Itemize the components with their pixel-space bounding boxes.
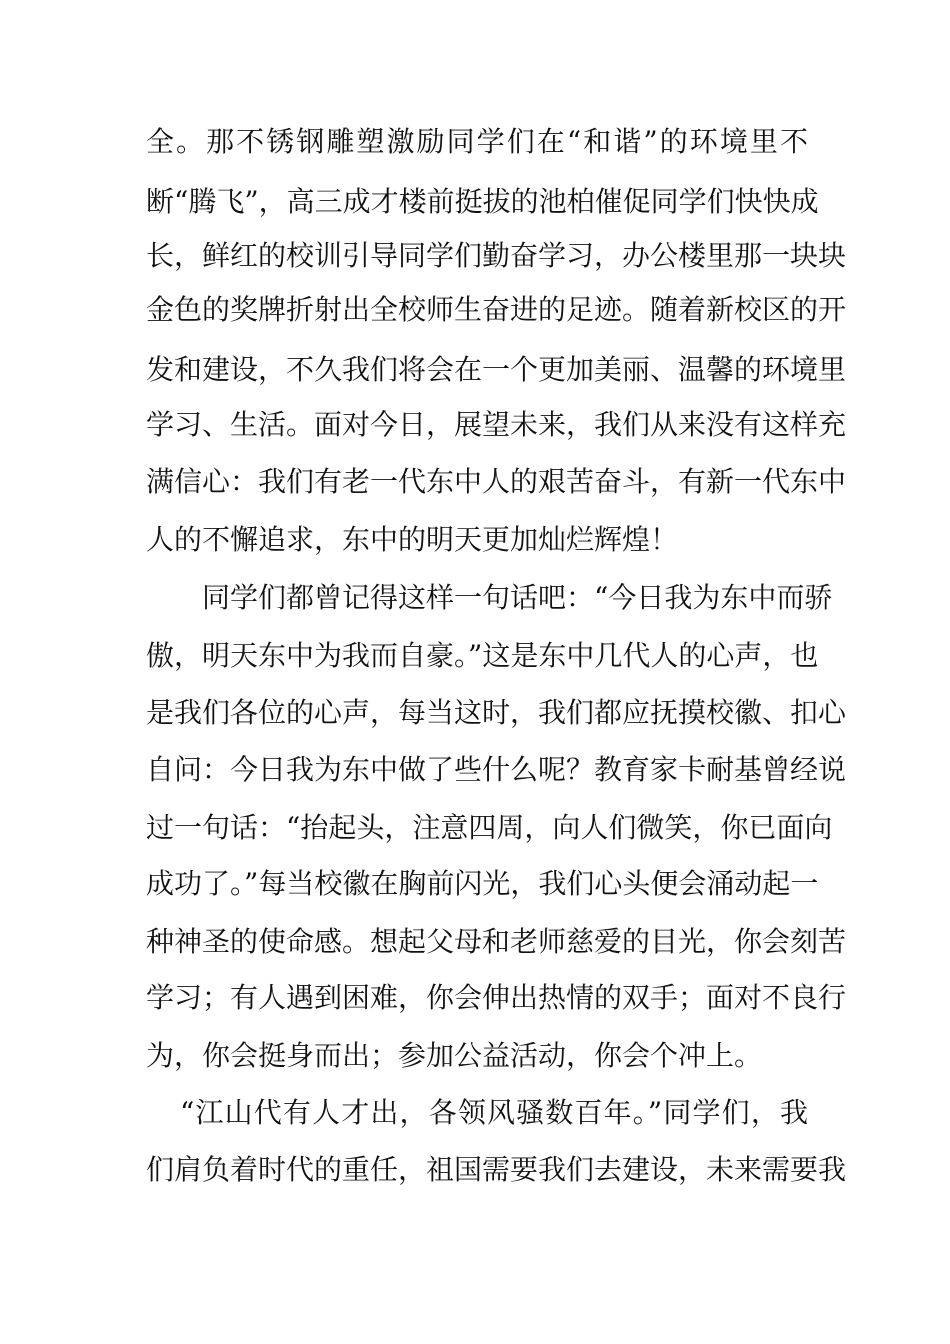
text-line: 金色的奖牌折射出全校师生奋进的足迹。随着新校区的开 bbox=[146, 293, 847, 326]
text-line: 为，你会挺身而出；参加公益活动，你会个冲上。 bbox=[146, 1039, 763, 1072]
text-line: 断“腾飞”，高三成才楼前挺拔的池柏催促同学们快快成 bbox=[146, 185, 819, 218]
text-line: 是我们各位的心声，每当这时，我们都应抚摸校徽、扣心 bbox=[146, 696, 847, 729]
text-line: 傲，明天东中为我而自豪。”这是东中几代人的心声，也 bbox=[146, 639, 819, 672]
text-line: 种神圣的使命感。想起父母和老师慈爱的目光，你会刻苦 bbox=[146, 925, 847, 958]
text-line: 自问：今日我为东中做了些什么呢？教育家卡耐基曾经说 bbox=[146, 753, 847, 786]
text-line: 同学们都曾记得这样一句话吧：“今日我为东中而骄 bbox=[202, 581, 833, 614]
text-line: 满信心：我们有老一代东中人的艰苦奋斗，有新一代东中 bbox=[146, 465, 847, 498]
text-line: 们肩负着时代的重任，祖国需要我们去建设，未来需要我 bbox=[146, 1153, 847, 1186]
text-line: 学习；有人遇到困难，你会伸出热情的双手；面对不良行 bbox=[146, 981, 847, 1014]
text-line: 发和建设，不久我们将会在一个更加美丽、温馨的环境里 bbox=[146, 353, 847, 386]
text-line: 学习、生活。面对今日，展望未来，我们从来没有这样充 bbox=[146, 408, 847, 441]
text-line: 成功了。”每当校徽在胸前闪光，我们心头便会涌动起一 bbox=[146, 867, 819, 900]
text-line: 长，鲜红的校训引导同学们勤奋学习，办公楼里那一块块 bbox=[146, 239, 847, 272]
text-line: 人的不懈追求，东中的明天更加灿烂辉煌！ bbox=[146, 523, 679, 556]
text-line: 过一句话：“抬起头，注意四周，向人们微笑，你已面向 bbox=[146, 811, 833, 844]
text-line: 全。那不锈钢雕塑激励同学们在“和谐”的环境里不 bbox=[146, 125, 808, 158]
text-line: “江山代有人才出，各领风骚数百年。”同学们，我 bbox=[180, 1096, 808, 1129]
